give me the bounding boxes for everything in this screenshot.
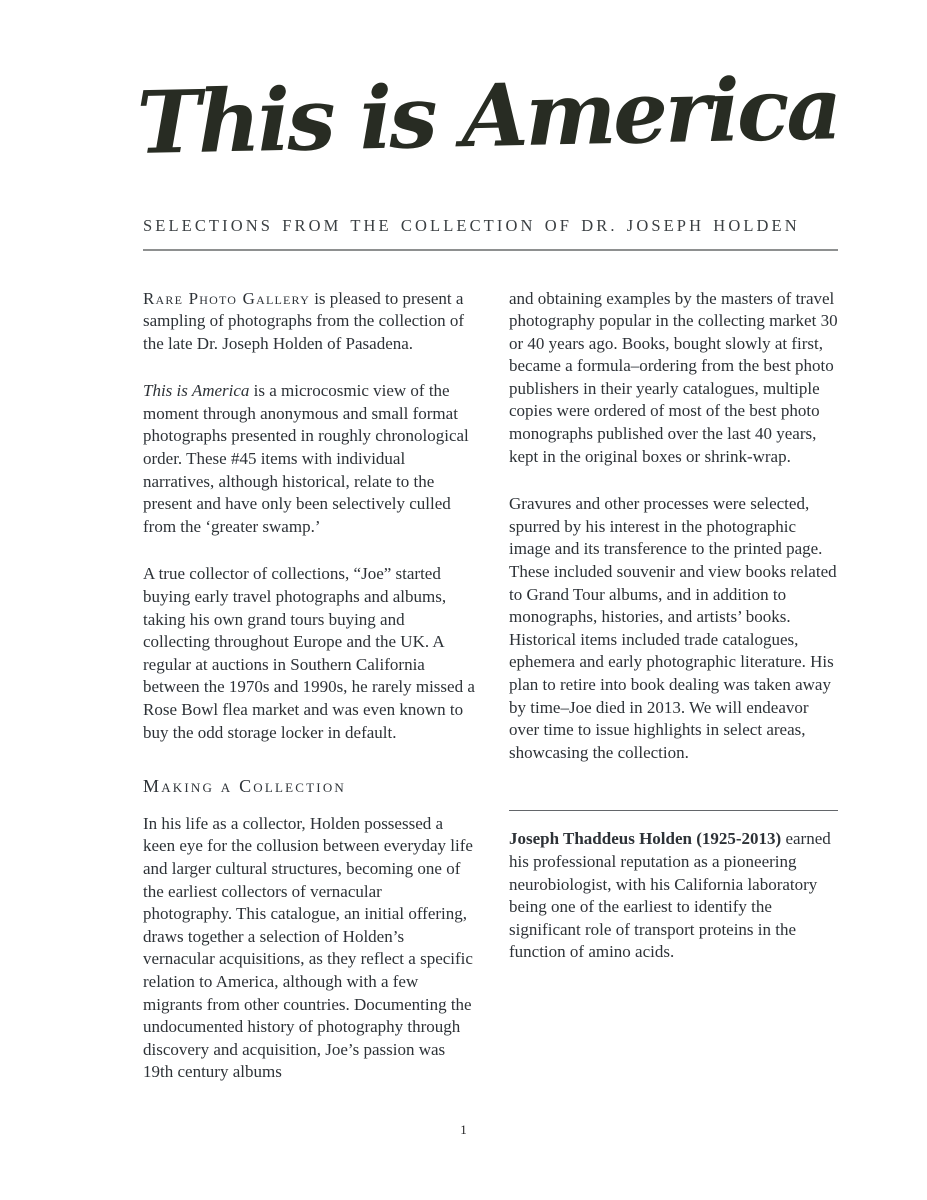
page-title: This is America [135,58,840,174]
overview-paragraph [143,380,475,538]
page-subtitle: SELECTIONS FROM THE COLLECTION OF DR. JOSEPH HOLDEN [143,215,800,235]
overview-paragraph-text: is a microcosmic view of the moment through anonymous and small format photographs presented in roughly chronological order. These #45 items with individual narratives, although historical, relate to the present and have only been selectively culled from the ‘greater swamp.’ [143,381,469,536]
two-column-body [143,288,838,1109]
intro-paragraph-text: is pleased to present a sampling of photographs from the collection of the late Dr. Joseph Holden of Pasadena. [143,288,465,353]
right-column [509,288,838,1109]
subtitle-rule [143,249,838,251]
bio-divider [509,810,838,811]
left-column [143,288,475,1109]
bio-paragraph-text: earned his professional reputation as a pioneering neurobiologist, with his California laboratory being one of the earliest to identify the significant role of transport proteins in the function of amino acids. [509,829,831,962]
page-content [135,0,840,1109]
intro-paragraph [143,288,475,356]
catalogue-title-inline: This is America [143,381,250,401]
gallery-name: Rare Photo Gallery [143,288,310,308]
gravures-paragraph: Gravures and other processes were selected, spurred by his interest in the photographic image and its transference to the printed page. These included souvenir and view books related to Grand Tour albums, and in addition to monographs, histories, and artists’ books. Historical items included trade catalogues, ephemera and early photographic literature. His plan to retire into book dealing was taken away by time–Joe died in 2013. We will endeavor over time to issue highlights in select areas, showcasing the collection. [509,494,837,762]
page-number: 1 [460,1122,467,1137]
section-heading-making-a-collection: Making a Collection [143,776,347,797]
bio-name: Joseph Thaddeus Holden (1925-2013) [509,829,782,849]
collector-paragraph: A true collector of collections, “Joe” started buying early travel photographs and albums, taking his own grand tours buying and collecting throughout Europe and the UK. A regular at auctions in Southern California between the 1970s and 1990s, he rarely missed a Rose Bowl flea market and was even known to buy the odd storage locker in default. [143,564,475,742]
collection-paragraph: In his life as a collector, Holden possessed a keen eye for the collusion between everyday life and larger cultural structures, becoming one of the earliest collectors of vernacular photography. This catalogue, an initial offering, draws together a selection of Holden’s vernacular acquisitions, as they reflect a specific relation to America, although with a few migrants from other countries. Documenting the undocumented history of photography through discovery and acquisition, Joe’s passion was 19th century albums [143,813,473,1082]
books-paragraph: and obtaining examples by the masters of travel photography popular in the collecting market 30 or 40 years ago. Books, bought slowly at first, became a formula–ordering from the best photo publishers in their yearly catalogues, multiple copies were ordered of most of the best photo monographs published over the last 40 years, kept in the original boxes or shrink-wrap. [509,288,838,466]
bio-paragraph [509,828,838,964]
